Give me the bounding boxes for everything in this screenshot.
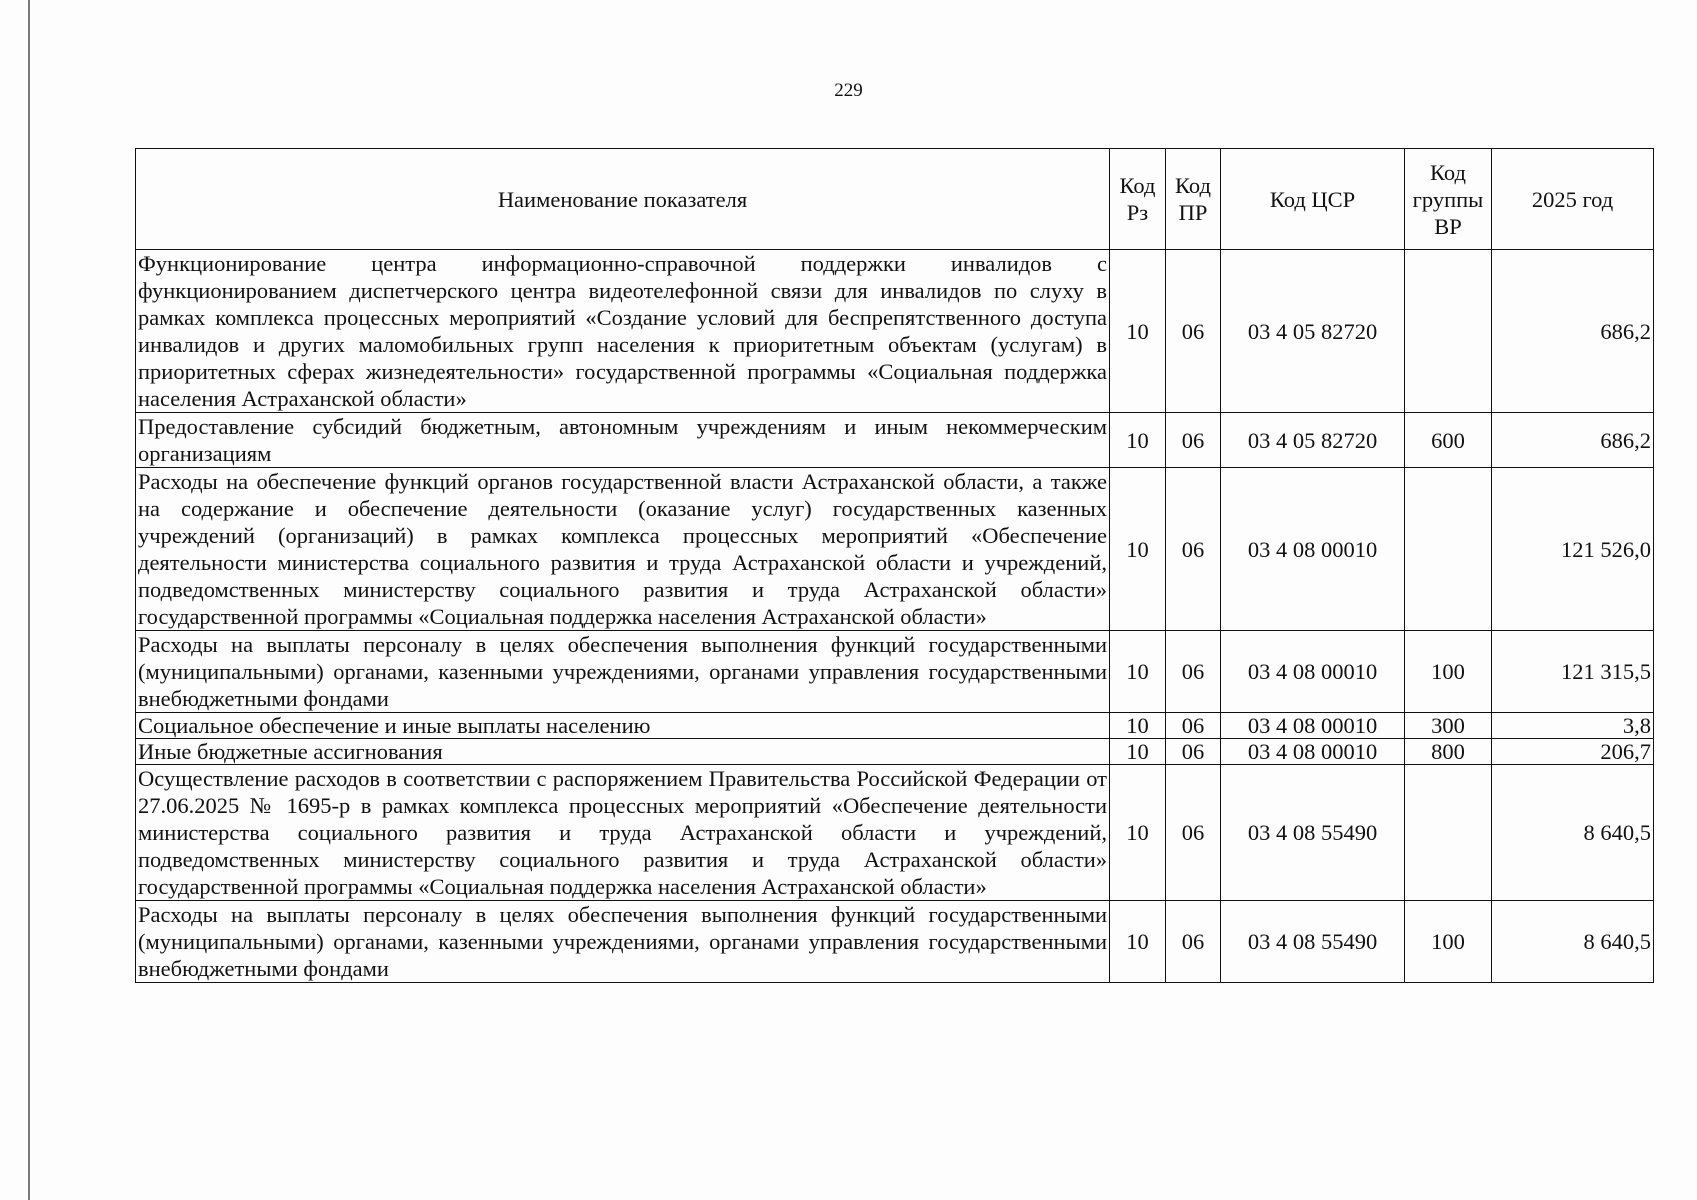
- row-vr: 300: [1405, 713, 1492, 739]
- row-csr: 03 4 08 55490: [1221, 901, 1405, 983]
- header-pr: Код ПР: [1166, 149, 1221, 250]
- page-binding-edge: [28, 0, 30, 1200]
- row-amount: 8 640,5: [1492, 765, 1654, 901]
- row-csr: 03 4 08 00010: [1221, 739, 1405, 765]
- table-row: [136, 631, 1654, 713]
- table-row: [136, 713, 1654, 739]
- row-name: Предоставление субсидий бюджетным, автономным учреждениям и иным некоммерческим организациям: [136, 413, 1110, 468]
- row-vr: [1405, 468, 1492, 631]
- row-amount: 206,7: [1492, 739, 1654, 765]
- row-pr: 06: [1166, 901, 1221, 983]
- row-name: Осуществление расходов в соответствии с распоряжением Правительства Российской Федерации от 27.06.2025 № 1695-р в рамках комплекса процессных мероприятий «Обеспечение деятельности министерства социального развития и труда Астраханской области и учреждений, подведомственных министерству социального развития и труда Астраханской области» государственной программы «Социальная поддержка населения Астраханской области»: [136, 765, 1110, 901]
- table-row: [136, 739, 1654, 765]
- budget-table: [135, 148, 1654, 983]
- row-pr: 06: [1166, 468, 1221, 631]
- row-vr: 100: [1405, 631, 1492, 713]
- row-vr: 600: [1405, 413, 1492, 468]
- row-name: Расходы на выплаты персоналу в целях обеспечения выполнения функций государственными (муниципальными) органами, казенными учреждениями, органами управления государственными внебюджетными фондами: [136, 631, 1110, 713]
- row-vr: 800: [1405, 739, 1492, 765]
- row-amount: 3,8: [1492, 713, 1654, 739]
- row-csr: 03 4 08 55490: [1221, 765, 1405, 901]
- row-amount: 686,2: [1492, 250, 1654, 413]
- row-csr: 03 4 05 82720: [1221, 413, 1405, 468]
- row-amount: 686,2: [1492, 413, 1654, 468]
- table-row: [136, 413, 1654, 468]
- row-pr: 06: [1166, 739, 1221, 765]
- row-name: Иные бюджетные ассигнования: [136, 739, 1110, 765]
- row-rz: 10: [1110, 631, 1166, 713]
- header-vr: Код группы ВР: [1405, 149, 1492, 250]
- row-vr: [1405, 765, 1492, 901]
- row-csr: 03 4 08 00010: [1221, 713, 1405, 739]
- row-pr: 06: [1166, 713, 1221, 739]
- row-amount: 121 526,0: [1492, 468, 1654, 631]
- table-row: [136, 901, 1654, 983]
- row-csr: 03 4 08 00010: [1221, 468, 1405, 631]
- row-rz: 10: [1110, 765, 1166, 901]
- row-amount: 121 315,5: [1492, 631, 1654, 713]
- row-pr: 06: [1166, 250, 1221, 413]
- row-pr: 06: [1166, 631, 1221, 713]
- header-year: 2025 год: [1492, 149, 1654, 250]
- row-rz: 10: [1110, 901, 1166, 983]
- row-name: Расходы на обеспечение функций органов государственной власти Астраханской области, а также на содержание и обеспечение деятельности (оказание услуг) государственных казенных учреждений (организаций) в рамках комплекса процессных мероприятий «Обеспечение деятельности министерства социального развития и труда Астраханской области и учреждений, подведомственных министерству социального развития и труда Астраханской области» государственной программы «Социальная поддержка населения Астраханской области»: [136, 468, 1110, 631]
- row-rz: 10: [1110, 250, 1166, 413]
- header-csr: Код ЦСР: [1221, 149, 1405, 250]
- row-vr: 100: [1405, 901, 1492, 983]
- row-csr: 03 4 05 82720: [1221, 250, 1405, 413]
- table-header-row: [136, 149, 1654, 250]
- row-name: Расходы на выплаты персоналу в целях обеспечения выполнения функций государственными (муниципальными) органами, казенными учреждениями, органами управления государственными внебюджетными фондами: [136, 901, 1110, 983]
- header-name: Наименование показателя: [136, 149, 1110, 250]
- row-name: Социальное обеспечение и иные выплаты населению: [136, 713, 1110, 739]
- row-pr: 06: [1166, 413, 1221, 468]
- row-amount: 8 640,5: [1492, 901, 1654, 983]
- table-row: [136, 468, 1654, 631]
- row-rz: 10: [1110, 413, 1166, 468]
- row-vr: [1405, 250, 1492, 413]
- row-rz: 10: [1110, 739, 1166, 765]
- table-row: [136, 250, 1654, 413]
- row-name: Функционирование центра информационно-справочной поддержки инвалидов с функционированием диспетчерского центра видеотелефонной связи для инвалидов по слуху в рамках комплекса процессных мероприятий «Создание условий для беспрепятственного доступа инвалидов и других маломобильных групп населения к приоритетным объектам (услугам) в приоритетных сферах жизнедеятельности» государственной программы «Социальная поддержка населения Астраханской области»: [136, 250, 1110, 413]
- row-rz: 10: [1110, 468, 1166, 631]
- row-pr: 06: [1166, 765, 1221, 901]
- row-csr: 03 4 08 00010: [1221, 631, 1405, 713]
- header-rz: Код Рз: [1110, 149, 1166, 250]
- row-rz: 10: [1110, 713, 1166, 739]
- page-number: 229: [834, 80, 863, 101]
- table-row: [136, 765, 1654, 901]
